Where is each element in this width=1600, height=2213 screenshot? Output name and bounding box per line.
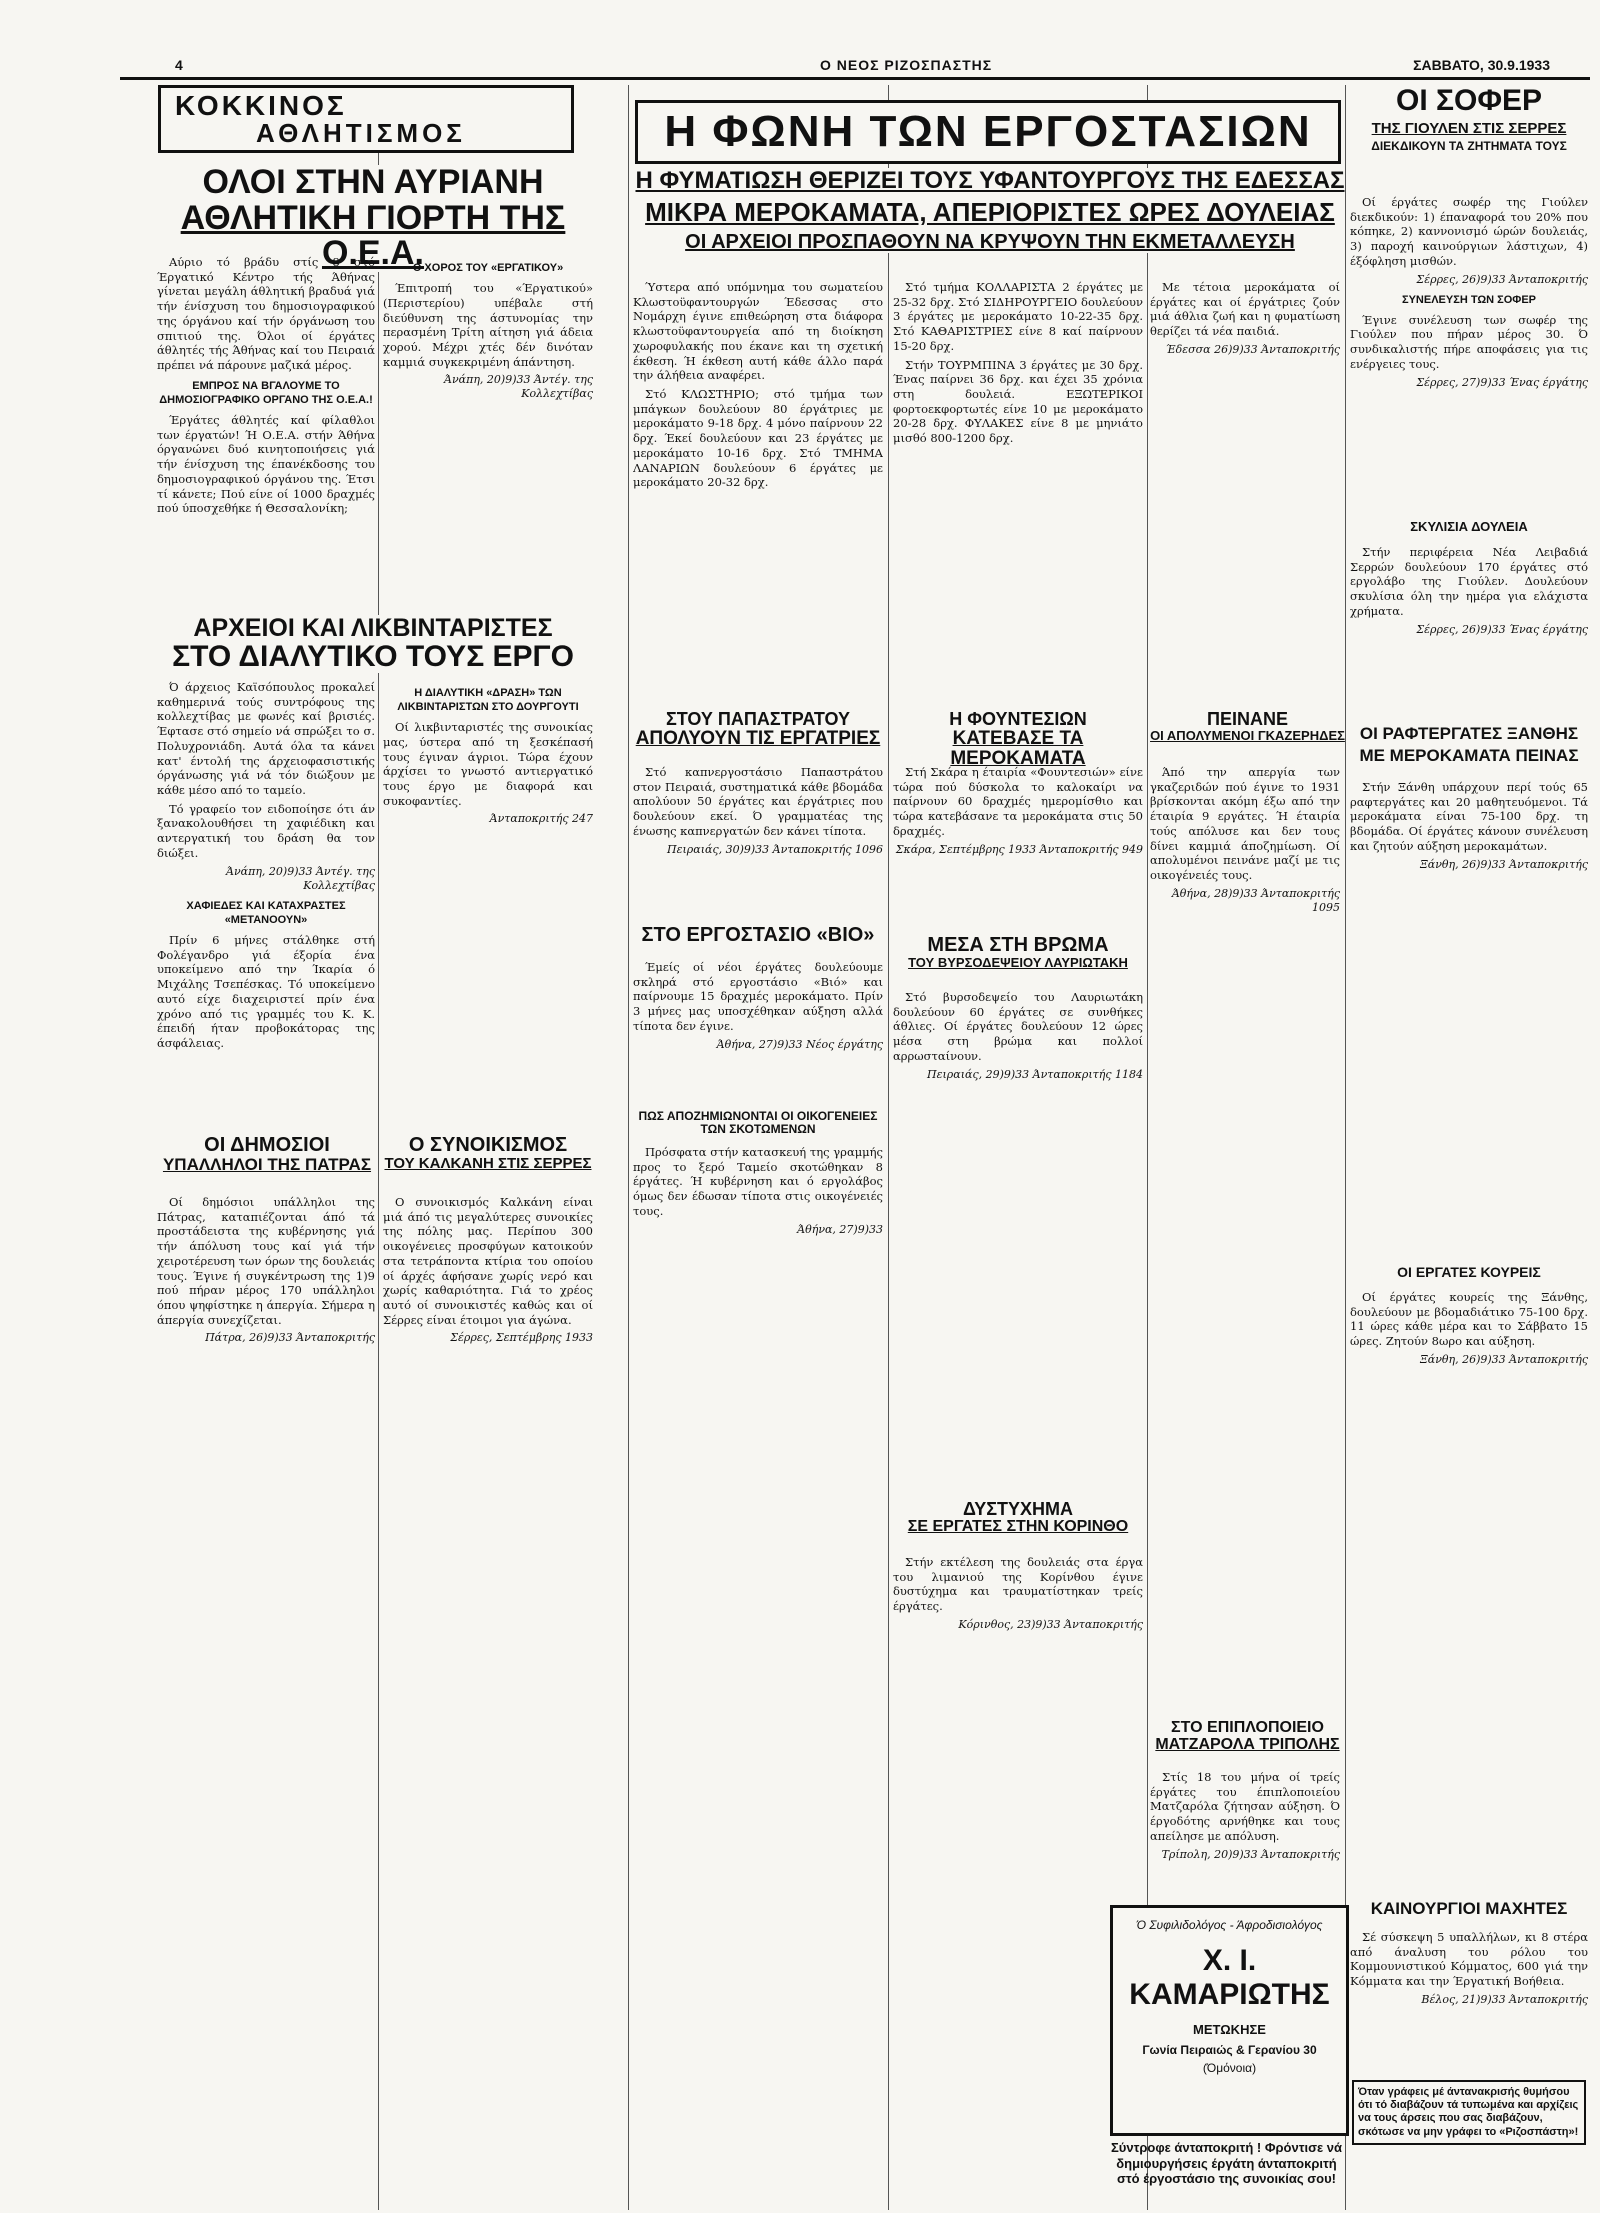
column-rule	[628, 85, 629, 2210]
rafteres-column	[1350, 780, 1588, 1250]
section-banner: Η ΦΩΝΗ ΤΩΝ ΕΡΓΟΣΤΑΣΙΩΝ	[635, 100, 1341, 164]
rafteres-body: Στήν Ξάνθη υπάρχουν περί τούς 65 ραφτεργάτες και 20 μαθητευόμενοι. Τά μεροκάματα είναι 75-100 δρχ. τη βδομάδα. Οί έργάτες κάνουν συνέλευση και ζητούν αύξηση μεροκαμάτων.	[1350, 780, 1588, 853]
archeio-column-1	[157, 680, 375, 1120]
phountoukleion-column	[893, 765, 1143, 925]
sport-section-title-1: ΚΟΚΚΙΝΟΣ	[175, 90, 347, 121]
archeio-body-1: Ό άρχειος Καϊσόπουλος προκαλεί καθημερινά τούς συντρόφους της κολλεχτίβας με φωνές καί βρισιές. Έφτασε στό σημείο νά σπρώξει το σ. Πολυχρονιάδη. Αυτά όλα τα κάνει κατ' έντολή της άρχειοφασιστικής όργάνωσης γιά νά τόν διώξουν με κάθε μέσο από το ταμείο.	[157, 680, 375, 798]
vromos-headline	[893, 935, 1143, 970]
archeio-signature-1: Άνάπη, 20)9)33 Άντέγ. της Κολλεχτίβας	[226, 864, 375, 892]
papastratos-headline-1: ΣΤΟΥ ΠΑΠΑΣΤΡΑΤΟΥ	[665, 709, 851, 729]
maxites-headline: ΚΑΙΝΟΥΡΓΙΟΙ ΜΑΧΗΤΕΣ	[1350, 1900, 1588, 1918]
edessa-body-5: Με τέτοια μεροκάματα οί έργάτες και οί έργάτριες ζούν μιά άθλια ζωή και η φυματίωση θερίζει τά νέα παιδιά.	[1150, 280, 1340, 339]
sofer-column	[1350, 195, 1588, 575]
sport-signature: Άνάπη, 20)9)33 Άντέγ. της Κολλεχτίβας	[444, 373, 593, 401]
gkazerides-headline	[1150, 710, 1345, 743]
sport-subhead: ΕΜΠΡΟΣ ΝΑ ΒΓΑΛΟΥΜΕ ΤΟ ΔΗΜΟΣΙΟΓΡΑΦΙΚΟ ΟΡΓΑΝΟ ΤΗΣ Ο.Ε.Α.!	[159, 379, 373, 406]
koureis-headline: ΟΙ ΕΡΓΑΤΕΣ ΚΟΥΡΕΙΣ	[1350, 1265, 1588, 1280]
bio-body: Έμείς οί νέοι έργάτες δουλεύουμε σκληρά στό εργοστάσιο «Βιό» και παίρνουμε 15 δραχμές μεροκάματο. Πρίν 3 μήνες μας υποσχέθηκαν αύξηση αλλά τίποτα δεν έγινε.	[633, 960, 883, 1033]
ad-line-2: ΜΕΤΩΚΗΣΕ	[1193, 2022, 1266, 2037]
matzarola-column	[1150, 1770, 1340, 1900]
edessa-body-1: Ύστερα από υπόμνημα του σωματείου Κλωστοϋφαντουργών Έδεσσας στο Νομάρχη έγινε επιθεώρηση στα διάφορα κλωστοϋφαντουργεία από τη διοίκηση χωροφυλακής που έκανε και τη σχετική έκθεση. Ή έκθεση αυτή κάθε άλλο παρά την άλήθεια αναφέρει.	[633, 280, 883, 383]
papastratos-body: Στό καπνεργοστάσιο Παπαστράτου στον Πειραιά, συστηματικά κάθε βδομάδα απολύουν 50 έργάτες και έργάτριες που δουλεύουν εκεί. Ό γραμματέας της ένωσης καπνεργατών δεν κάνει τίποτα.	[633, 765, 883, 838]
papastratos-headline	[633, 710, 883, 749]
bio-signature: Άθήνα, 27)9)33 Νέος έργάτης	[716, 1037, 883, 1051]
demosioi-headline-1: ΟΙ ΔΗΜΟΣΙΟΙ	[204, 1134, 330, 1156]
archeio-signature-2: Άνταποκριτής 247	[489, 812, 593, 826]
archeio-headline-1: ΑΡΧΕΙΟΙ ΚΑΙ ΛΙΚΒΙΝΤΑΡΙΣΤΕΣ	[193, 614, 553, 642]
sofer-headline	[1350, 85, 1588, 153]
demosioi-column	[157, 1195, 375, 2195]
korinthos-headline	[893, 1500, 1143, 1536]
bio-headline: ΣΤΟ ΕΡΓΟΣΤΑΣΙΟ «ΒΙΟ»	[633, 925, 883, 946]
column-rule	[1147, 85, 1148, 2210]
phountoukleion-headline-2: ΚΑΤΕΒΑΣΕ ΤΑ ΜΕΡΟΚΑΜΑΤΑ	[950, 727, 1086, 769]
vromos-column	[893, 990, 1143, 1350]
archeio-body-2: Τό γραφείο τον ειδοποίησε ότι άν ξανακολουθήσει τη χαφιέδικη και αντεργατική του δράση θα τον διώξει.	[157, 801, 375, 860]
skylisia-body: Στήν περιφέρεια Νέα Λειβαδιά Σερρών δουλεύουν 170 έργάτες στό εργολάβο της Γιούλεν. Δουλεύουν σκυλίσια όλη την ημέρα για ελάχιστα χρήματα.	[1350, 545, 1588, 618]
sofer-body-2: Έγινε συνέλευση των σωφέρ της Γιούλεν που πήραν μέρος 30. Ό συνδικαλιστής πήρε αποφάσεις για τις ενέργειες τους.	[1350, 312, 1588, 371]
footer-note: Σύντροφε άνταποκριτή ! Φρόντισε νά δημιουργήσεις έργάτη άνταποκριτή στό έργοστάσιο της συνοικίας σου!	[1110, 2140, 1343, 2187]
gkazerides-headline-2: ΟΙ ΑΠΟΛΥΜΕΝΟΙ ΓΚΑΖΕΡΗΔΕΣ	[1150, 727, 1345, 743]
phountoukleion-signature: Σκάρα, Σεπτέμβρης 1933 Άνταποκριτής 949	[895, 842, 1143, 856]
newspaper-name: Ο ΝΕΟΣ ΡΙΖΟΣΠΑΣΤΗΣ	[820, 57, 993, 73]
papastratos-headline-2: ΑΠΟΛΥΟΥΝ ΤΙΣ ΕΡΓΑΤΡΙΕΣ	[635, 727, 881, 749]
archeio-body-4: Οί λικβινταριστές της συνοικίας μας, ύστερα από τη ξεσκέπασή τους έγιναν άγριοι. Τώρα έχουν άρχίσει το γνωστό αντιεργατικό τους έργο με διαφορά και συκοφαντίες.	[383, 720, 593, 808]
ad-line-3: Γωνία Πειραιώς & Γερανίου 30	[1142, 2043, 1317, 2057]
papastratos-column	[633, 765, 883, 915]
korinthos-signature: Κόρινθος, 23)9)33 Άνταποκριτής	[958, 1617, 1143, 1631]
sport-subhead-2: Ο ΧΟΡΟΣ ΤΟΥ «ΕΡΓΑΤΙΚΟΥ»	[412, 262, 564, 274]
korinthos-column	[893, 1555, 1143, 1955]
skylisia-headline: ΣΚΥΛΙΣΙΑ ΔΟΥΛΕΙΑ	[1350, 520, 1588, 534]
demosioi-signature: Πάτρα, 26)9)33 Άνταποκριτής	[205, 1331, 375, 1345]
sofer-signature: Σέρρες, 26)9)33 Άνταποκριτής	[1416, 272, 1588, 286]
sport-body: Αύριο τό βράδυ στίς 8 στό Έργατικό Κέντρο τής Άθήνας γίνεται μεγάλη άθλητική βραδυά γιά τήν ένίσχυση του δημοσιογραφικού της όργάνου καί τήν όργάνωση του σπιτιού της. Όλοι οί έργάτες άθλητές τής Άθήνας καί του Πειραιά πρέπει νά πάρουνε μαζικά μέρος.	[157, 255, 375, 373]
edessa-column-1	[633, 280, 883, 700]
page-number: 4	[175, 57, 183, 73]
sofer-signature-2: Σέρρες, 27)9)33 Ένας έργάτης	[1416, 375, 1588, 389]
column-rule	[888, 85, 889, 2210]
doctor-advertisement	[1110, 1905, 1349, 2136]
koureis-signature: Ξάνθη, 26)9)33 Άνταποκριτής	[1420, 1352, 1588, 1366]
archeio-subhead-1: ΧΑΦΙΕΔΕΣ ΚΑΙ ΚΑΤΑΧΡΑΣΤΕΣ «ΜΕΤΑΝΟΟΥΝ»	[186, 899, 346, 926]
demosioi-headline-2: ΥΠΑΛΛΗΛΟΙ ΤΗΣ ΠΑΤΡΑΣ	[162, 1155, 372, 1174]
masthead	[120, 55, 1590, 80]
maxites-signature: Βέλος, 21)9)33 Άνταποκριτής	[1421, 1992, 1588, 2006]
sport-body-3: Έπιτροπή του «Έργατικού» (Περιστερίου) υπέβαλε στή διεύθυνση της άστυνομίας την περασμένη Τρίτη αίτηση γιά άδεια χορού. Μέχρι χτές δέν δινόταν καμμιά συγκεκριμένη άπάντηση.	[383, 281, 593, 369]
maxites-body: Σέ σύσκεψη 5 υπαλλήλων, κι 8 στέρα από άναλυση του ρόλου του Κομμουνιστικού Κόμματος, 600 γιά την Κόμματα και την Έργατική Βοήθεια.	[1350, 1930, 1588, 1989]
edessa-headline-3: ΟΙ ΑΡΧΕΙΟΙ ΠΡΟΣΠΑΘΟΥΝ ΝΑ ΚΡΥΨΟΥΝ ΤΗΝ ΕΚΜΕΤΑΛΛΕΥΣΗ	[685, 231, 1295, 254]
demosioi-body: Οί δημόσιοι υπάλληλοι της Πάτρας, καταπιέζονται άπό τά προστάδειστα της κυβέρνησης γιά τήν άπόλυση τους καί γιά τήν χειροτέρευση των όρων της δουλειάς τους. Έγινε ή συγκέντρωση της 1)9 πού πήραν μέρος 170 υπάλληλοι όπου ψηφίστηκε η άπεργία. Σήμερα η άπεργία συνεχίζεται.	[157, 1195, 375, 1327]
issue-date: ΣΑΒΒΑΤΟ, 30.9.1933	[1413, 57, 1550, 73]
synoikismos-column	[383, 1195, 593, 2195]
skotomenoi-column	[633, 1145, 883, 1545]
skylisia-column	[1350, 545, 1588, 715]
sport-section-title-2: ΑΘΛΗΤΙΣΜΟΣ	[256, 118, 466, 148]
koureis-column	[1350, 1290, 1588, 1520]
phountoukleion-headline-1: Η ΦΟΥΝΤΕΣΙΩΝ	[949, 709, 1087, 729]
matzarola-headline-1: ΣΤΟ ΕΠΙΠΛΟΠΟΙΕΙΟ	[1171, 1719, 1324, 1736]
gkazerides-column	[1150, 765, 1340, 1285]
sport-section-box	[158, 85, 574, 153]
archeio-column-2	[383, 680, 593, 1120]
edessa-column-3	[1150, 280, 1340, 700]
koureis-body: Οί έργάτες κουρείς της Ξάνθης, δουλεύουν με βδομαδιάτικο 75-100 δρχ. 11 ώρες κάθε μέρα και το Σάββατο 15 ώρες. Ζητούν 8ωρο και αύξηση.	[1350, 1290, 1588, 1349]
column-rule	[1345, 85, 1346, 2210]
rafteres-signature: Ξάνθη, 26)9)33 Άνταποκριτής	[1420, 857, 1588, 871]
gkazerides-headline-1: ΠΕΙΝΑΝΕ	[1206, 709, 1288, 729]
synoikismos-body: Ο συνοικισμός Καλκάνη είναι μιά άπό τις μεγαλύτερες συνοικίες της πόλης μας. Περίπου 300 οικογένειες προσφύγων κατοικούν στα τετράποντα κτίρια του οποίου οί άρχές άφήσανε χωρίς νερό και χωρίς καθαριότητα. Γιά το χρέος αυτό οί συνοικιστές καθώς και οί Σέρρες είναι έτοιμοι για άγώνα.	[383, 1195, 593, 1327]
gkazerides-signature: Άθήνα, 28)9)33 Άνταποκριτής 1095	[1171, 886, 1340, 914]
gkazerides-body: Άπό την απεργία των γκαζεριδών πού έγινε το 1931 βρίσκονται ακόμη έξω από την έταιρία 9 εργάτες. Ή έταιρία τούς απόλυσε και δεν τους δίνει καμμιά άποζημίωση. Οί απολυμένοι πεινάνε μαζί με τις οικογένειές τους.	[1150, 765, 1340, 883]
rafteres-headline-1: ΟΙ ΡΑΦΤΕΡΓΑΤΕΣ ΞΑΝΘΗΣ	[1359, 724, 1579, 743]
vromos-body: Στό βυρσοδεψείο του Λαυριωτάκη δουλεύουν 60 έργάτες σε συνθήκες άθλιες. Οί έργάτες δουλεύουν 12 ώρες μέσα στη βρώμα και πολλοί αρρωσταίνουν.	[893, 990, 1143, 1063]
papastratos-signature: Πειραιάς, 30)9)33 Άνταποκριτής 1096	[667, 842, 883, 856]
ad-line-1: Ό Συφιλιδολόγος - Άφροδισιολόγος	[1136, 1918, 1323, 1932]
sport-body-2: Έργάτες άθλητές καί φίλαθλοι των έργατών! Ή Ο.Ε.Α. στήν Άθήνα όργανώνει δυό κινητοποιήσεις γιά τήν ένίσχυση της έπανέκδοσης του δημοσιογραφικού όργάνου της. Έτσι τί κάνετε; Πού είνε οί 1000 δραχμές πού ύποσχεθήκε ή Θεσσαλονίκη;	[157, 412, 375, 516]
column-2-top	[383, 255, 593, 615]
edessa-headline-1: Η ΦΥΜΑΤΙΩΣΗ ΘΕΡΙΖΕΙ ΤΟΥΣ ΥΦΑΝΤΟΥΡΓΟΥΣ ΤΗΣ ΕΔΕΣΣΑΣ	[635, 167, 1345, 194]
matzarola-body: Στίς 18 του μήνα οί τρείς έργάτες του έπιπλοποιείου Ματζαρόλα ζήτησαν αύξηση. Ό έργοδότης αρνήθηκε και τους απείλησε με απόλυση.	[1150, 1770, 1340, 1843]
archeio-headline-2: ΣΤΟ ΔΙΑΛΥΤΙΚΟ ΤΟΥΣ ΕΡΓΟ	[172, 640, 574, 674]
demosioi-headline	[158, 1135, 376, 1174]
edessa-headline-2: ΜΙΚΡΑ ΜΕΡΟΚΑΜΑΤΑ, ΑΠΕΡΙΟΡΙΣΤΕΣ ΩΡΕΣ ΔΟΥΛΕΙΑΣ	[645, 197, 1335, 228]
matzarola-headline-2: ΜΑΤΖΑΡΟΛΑ ΤΡΙΠΟΛΗΣ	[1155, 1735, 1340, 1753]
skotomenoi-signature: Άθήνα, 27)9)33	[797, 1222, 883, 1236]
synoikismos-signature: Σέρρες, Σεπτέμβρης 1933	[450, 1331, 593, 1345]
ad-name: Χ. Ι. ΚΑΜΑΡΙΩΤΗΣ	[1129, 1944, 1330, 2011]
synoikismos-headline-2: ΤΟΥ ΚΑΛΚΑΝΗ ΣΤΙΣ ΣΕΡΡΕΣ	[384, 1155, 592, 1172]
sofer-headline-2: ΤΗΣ ΓΙΟΥΛΕΝ ΣΤΙΣ ΣΕΡΡΕΣ	[1371, 119, 1567, 137]
matzarola-signature: Τρίπολη, 20)9)33 Άνταποκριτής	[1161, 1847, 1340, 1861]
sport-headline-1: ΟΛΟΙ ΣΤΗΝ ΑΥΡΙΑΝΗ	[202, 163, 544, 201]
edessa-body-2: Στό ΚΛΩΣΤΗΡΙΟ; στό τμήμα των μπάγκων δουλεύουν 80 έργάτριες με μεροκάματο 9-18 δρχ. 4 μόνο παίρνουν 22 δρχ. Έκεί δουλεύουν και 23 έργάτες με μεροκάματο 10-16 δρχ. Στό ΤΜΗΜΑ ΛΑΝΑΡΙΩΝ δουλεύουν 6 έργάτες με μεροκάματο 20-32 δρχ.	[633, 387, 883, 490]
edessa-body-4: Στήν ΤΟΥΡΜΠΙΝΑ 3 έργάτες με 30 δρχ. Ένας παίρνει 36 δρχ. και έχει 35 χρόνια στη δουλειά. ΕΞΩΤΕΡΙΚΟΙ φορτοεκφορτωτές είνε 10 με μεροκάματο 20-28 δρχ. ΦΥΛΑΚΕΣ είνε 8 με μηνιάτο μισθό 800-1200 δρχ.	[893, 357, 1143, 446]
edessa-column-2	[893, 280, 1143, 700]
edessa-body-3: Στό τμήμα ΚΟΛΛΑΡΙΣΤΑ 2 έργάτες με 25-32 δρχ. Στό ΣΙΔΗΡΟΥΡΓΕΙΟ δουλεύουν 3 έργάτες με μεροκάματο 10-22-35 δρχ. Στό ΚΑΘΑΡΙΣΤΡΙΕΣ είνε 8 καί παίρνουν 15-20 δρχ.	[893, 280, 1143, 353]
maxites-note: Όταν γράφεις μέ άντανακρισής θυμήσου ότι τό διαβάζουν τά τυπωμένα και αρχίζεις να τους άρσεις που σας διαβάζουν, σκότωσε να μην γράφει το «Ριζοσπάστη»!	[1352, 2080, 1586, 2145]
column-rule	[378, 85, 379, 2210]
sofer-body: Οί έργάτες σωφέρ της Γιούλεν διεκδικούν: 1) έπαναφορά του 20% που κόπηκε, 2) καννονισμό ώρών δουλειάς, 3) παροχή καινούργιων λάστιχων, 4) έξόφληση μισθών.	[1350, 195, 1588, 268]
vromos-signature: Πειραιάς, 29)9)33 Άνταποκριτής 1184	[927, 1067, 1143, 1081]
edessa-signature: Έδεσσα 26)9)33 Άνταποκριτής	[1165, 342, 1340, 356]
rafteres-headline-2: ΜΕ ΜΕΡΟΚΑΜΑΤΑ ΠΕΙΝΑΣ	[1359, 745, 1579, 765]
bio-column	[633, 960, 883, 1100]
synoikismos-headline-1: Ο ΣΥΝΟΙΚΙΣΜΟΣ	[408, 1134, 568, 1156]
phountoukleion-headline	[893, 710, 1143, 769]
rafteres-headline	[1350, 725, 1588, 765]
sofer-headline-3: ΔΙΕΚΔΙΚΟΥΝ ΤΑ ΖΗΤΗΜΑΤΑ ΤΟΥΣ	[1371, 139, 1567, 154]
synoikismos-headline	[383, 1135, 593, 1172]
edessa-headline	[635, 168, 1345, 253]
archeio-body-3: Πρίν 6 μήνες στάλθηκε στή Φολέγανδρο γιά έξορία ένα υποκείμενο από την Ίκαρία ό Μιχάλης Τσεπέσκας. Τό υποκείμενο αυτό είχε διαχειριστεί πρίν ένα χρόνο από τις γραμμές του Κ. Κ. έπειδή ήταν προβοκάτορας της άσφάλειας.	[157, 932, 375, 1050]
sofer-headline-1: ΟΙ ΣΟΦΕΡ	[1396, 84, 1542, 117]
maxites-column	[1350, 1930, 1588, 2070]
archeio-subhead-2: Η ΔΙΑΛΥΤΙΚΗ «ΔΡΑΣΗ» ΤΩΝ ΛΙΚΒΙΝΤΑΡΙΣΤΩΝ ΣΤΟ ΔΟΥΡΓΟΥΤΙ	[397, 687, 579, 714]
korinthos-body: Στήν εκτέλεση της δουλειάς στα έργα του λιμανιού της Κορίνθου έγινε δυστύχημα και τραυματίστηκαν τρείς έργάτες.	[893, 1555, 1143, 1614]
sofer-subhead: ΣΥΝΕΛΕΥΣΗ ΤΩΝ ΣΟΦΕΡ	[1401, 293, 1537, 306]
vromos-headline-2: ΤΟΥ ΒΥΡΣΟΔΕΨΕΙΟΥ ΛΑΥΡΙΩΤΑΚΗ	[908, 955, 1128, 970]
skylisia-signature: Σέρρες, 26)9)33 Ένας έργάτης	[1416, 622, 1588, 636]
sport-headline-2: ΑΘΛΗΤΙΚΗ ΓΙΟΡΤΗ ΤΗΣ Ο.Ε.Α.	[180, 198, 566, 273]
vromos-headline-1: ΜΕΣΑ ΣΤΗ ΒΡΩΜΑ	[927, 934, 1109, 956]
ad-line-4: (Όμόνοια)	[1202, 2061, 1257, 2075]
archeio-headline	[158, 615, 588, 673]
phountoukleion-body: Στή Σκάρα η έταιρία «Φουντεσιών» είνε τώρα πού δύσκολα το καλοκαίρι να παίρνουν 60 δραχμές ημερομίσθιο και τώρα κατεβάσανε τα μεροκάματα στις 50 δραχμές.	[893, 765, 1143, 838]
korinthos-headline-1: ΔΥΣΤΥΧΗΜΑ	[962, 1499, 1074, 1519]
matzarola-headline	[1150, 1720, 1345, 1754]
skotomenoi-headline: ΠΩΣ ΑΠΟΖΗΜΙΩΝΟΝΤΑΙ ΟΙ ΟΙΚΟΓΕΝΕΙΕΣ ΤΩΝ ΣΚΟΤΩΜΕΝΩΝ	[633, 1110, 883, 1135]
korinthos-headline-2: ΣΕ ΕΡΓΑΤΕΣ ΣΤΗΝ ΚΟΡΙΝΘΟ	[907, 1517, 1129, 1535]
skotomenoi-body: Πρόσφατα στήν κατασκευή της γραμμής προς το ξερό Ταμείο σκοτώθηκαν 8 έργάτες. Ή κυβέρνηση και ό εργολάβος όμως δεν έδωσαν τίποτα στις οικογένειές τους.	[633, 1145, 883, 1218]
